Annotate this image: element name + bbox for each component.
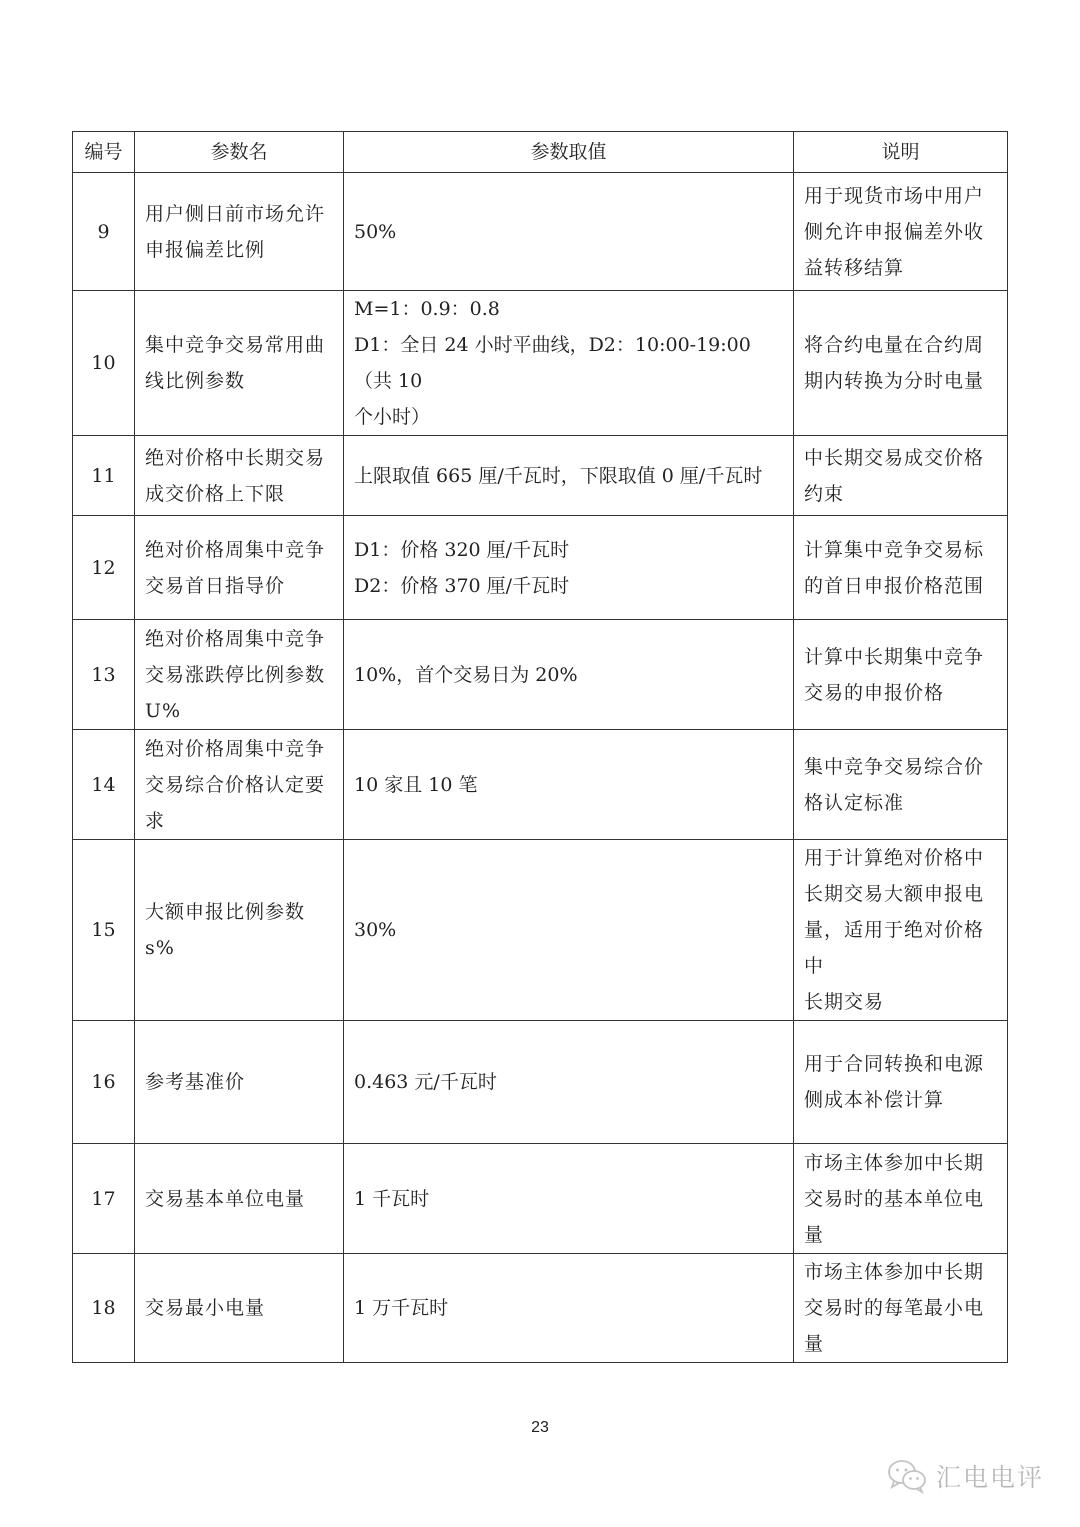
param-description: 将合约电量在合约周 期内转换为分时电量 [794, 291, 1008, 436]
row-number: 11 [73, 436, 135, 516]
parameter-table [72, 131, 1008, 1363]
row-number: 15 [73, 840, 135, 1021]
table-row [73, 436, 1008, 516]
param-value: 1 万千瓦时 [344, 1254, 794, 1363]
param-value: M=1：0.9：0.8 D1：全日 24 小时平曲线，D2：10:00-19:00（共 10 个小时） [344, 291, 794, 436]
table-row [73, 1144, 1008, 1254]
param-value: 上限取值 665 厘/千瓦时，下限取值 0 厘/千瓦时 [344, 436, 794, 516]
table-header-row [73, 132, 1008, 173]
param-name: 绝对价格周集中竞争 交易综合价格认定要 求 [135, 730, 344, 840]
watermark-text: 汇电电评 [936, 1463, 1045, 1492]
param-value: D1：价格 320 厘/千瓦时 D2：价格 370 厘/千瓦时 [344, 516, 794, 620]
table-row [73, 840, 1008, 1021]
row-number: 14 [73, 730, 135, 840]
param-name: 交易基本单位电量 [135, 1144, 344, 1254]
page-number: 23 [531, 1419, 549, 1436]
table-row [73, 1254, 1008, 1363]
param-name: 用户侧日前市场允许 申报偏差比例 [135, 173, 344, 291]
param-description: 中长期交易成交价格 约束 [794, 436, 1008, 516]
param-name: 绝对价格中长期交易 成交价格上下限 [135, 436, 344, 516]
table-row [73, 730, 1008, 840]
header-name: 参数名 [135, 132, 344, 173]
header-desc: 说明 [794, 132, 1008, 173]
param-description: 集中竞争交易综合价 格认定标准 [794, 730, 1008, 840]
param-name: 集中竞争交易常用曲 线比例参数 [135, 291, 344, 436]
header-value: 参数取值 [344, 132, 794, 173]
table-body [73, 173, 1008, 1363]
param-name: 绝对价格周集中竞争 交易涨跌停比例参数 U% [135, 620, 344, 730]
watermark [886, 1458, 1044, 1494]
param-description: 计算集中竞争交易标 的首日申报价格范围 [794, 516, 1008, 620]
param-description: 用于现货市场中用户 侧允许申报偏差外收 益转移结算 [794, 173, 1008, 291]
wechat-icon [886, 1458, 930, 1494]
param-name: 参考基准价 [135, 1021, 344, 1144]
row-number: 18 [73, 1254, 135, 1363]
param-name: 绝对价格周集中竞争 交易首日指导价 [135, 516, 344, 620]
param-name: 交易最小电量 [135, 1254, 344, 1363]
param-value: 10 家且 10 笔 [344, 730, 794, 840]
row-number: 10 [73, 291, 135, 436]
param-description: 用于计算绝对价格中 长期交易大额申报电 量，适用于绝对价格中 长期交易 [794, 840, 1008, 1021]
param-value: 30% [344, 840, 794, 1021]
row-number: 9 [73, 173, 135, 291]
param-value: 10%，首个交易日为 20% [344, 620, 794, 730]
table-row [73, 1021, 1008, 1144]
param-value: 50% [344, 173, 794, 291]
table-row [73, 620, 1008, 730]
param-description: 用于合同转换和电源 侧成本补偿计算 [794, 1021, 1008, 1144]
header-no: 编号 [73, 132, 135, 173]
param-description: 市场主体参加中长期 交易时的基本单位电 量 [794, 1144, 1008, 1254]
param-name: 大额申报比例参数 s% [135, 840, 344, 1021]
row-number: 12 [73, 516, 135, 620]
param-description: 计算中长期集中竞争 交易的申报价格 [794, 620, 1008, 730]
table-row [73, 291, 1008, 436]
row-number: 17 [73, 1144, 135, 1254]
row-number: 16 [73, 1021, 135, 1144]
param-value: 1 千瓦时 [344, 1144, 794, 1254]
table-row [73, 516, 1008, 620]
param-description: 市场主体参加中长期 交易时的每笔最小电 量 [794, 1254, 1008, 1363]
table-row [73, 173, 1008, 291]
param-value: 0.463 元/千瓦时 [344, 1021, 794, 1144]
row-number: 13 [73, 620, 135, 730]
